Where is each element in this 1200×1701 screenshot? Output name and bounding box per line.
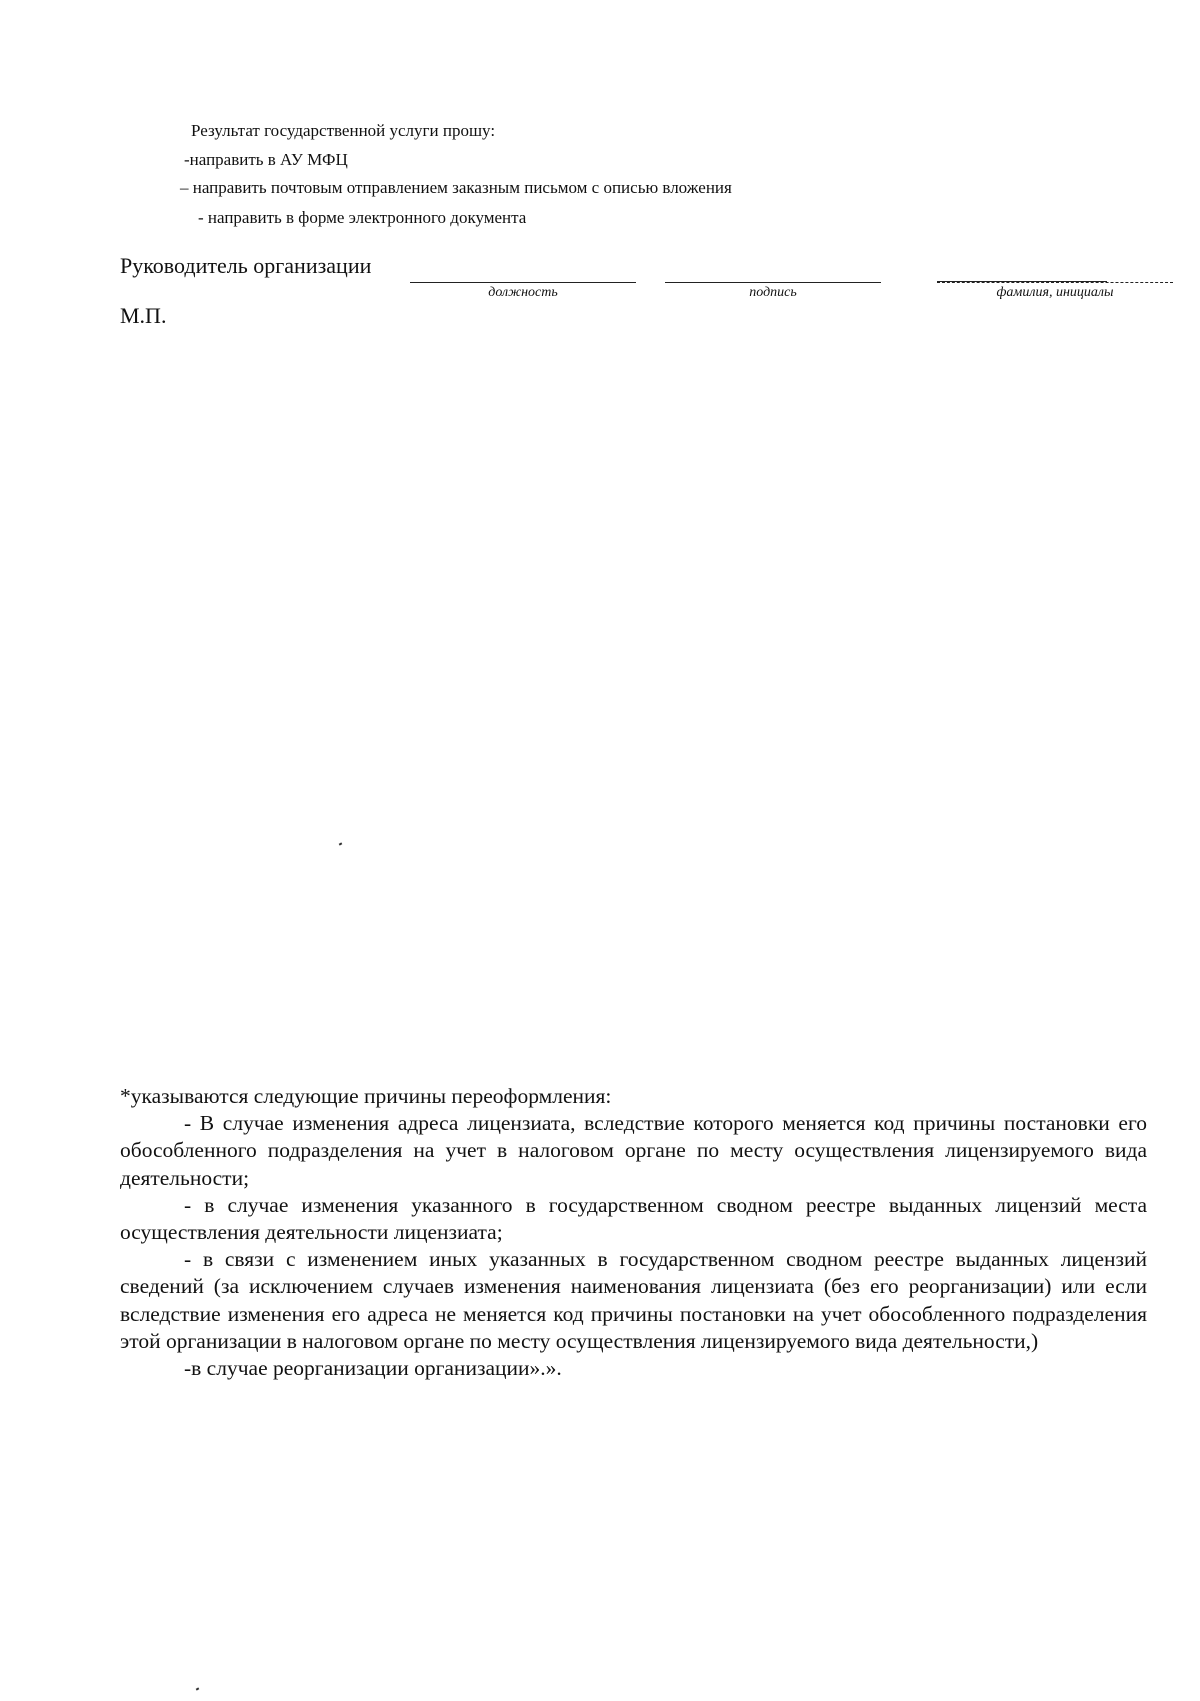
position-caption: должность <box>488 285 558 300</box>
scan-speck <box>339 842 343 845</box>
footnote-item-place-change: - в случае изменения указанного в государственном сводном реестре выданных лицензий места осуществления деятельности лицензиата; <box>120 1192 1147 1245</box>
footnote-block <box>120 1083 1147 1382</box>
request-option-mail: – направить почтовым отправлением заказным письмом с описью вложения <box>180 178 732 197</box>
seal-mark: М.П. <box>120 303 167 328</box>
signature-caption: подпись <box>749 285 797 300</box>
footnote-item-address-change: - В случае изменения адреса лицензиата, вследствие которого меняется код причины постановки его обособленного подразделения на учет в налоговом органе по месту осуществления лицензируемого вида деятельности; <box>120 1111 1147 1190</box>
signature-line <box>665 282 881 283</box>
name-signature-line-solid <box>937 281 1107 282</box>
signer-label: Руководитель организации <box>120 253 372 278</box>
request-heading: Результат государственной услуги прошу: <box>191 121 496 140</box>
scan-speck <box>196 1687 200 1690</box>
request-option-electronic: - направить в форме электронного документа <box>198 208 527 227</box>
footnote-item-reorganization: -в случае реорганизации организации».». <box>184 1356 562 1381</box>
name-signature-line <box>937 282 1173 283</box>
footnote-intro: *указываются следующие причины переоформления: <box>120 1084 612 1108</box>
name-caption: фамилия, инициалы <box>996 285 1114 300</box>
request-option-mfc: -направить в АУ МФЦ <box>184 150 348 169</box>
position-signature-line <box>410 282 636 283</box>
footnote-item-other-change: - в связи с изменением иных указанных в государственном сводном реестре выданных лицензий сведений (за исключением случаев изменения наименования лицензиата (без его реорганизации) или если вследствие изменения его адреса не меняется код причины постановки на учет обособленного подразделения этой организации в налоговом органе по месту осуществления лицензируемого вида деятельности,) <box>120 1247 1147 1353</box>
